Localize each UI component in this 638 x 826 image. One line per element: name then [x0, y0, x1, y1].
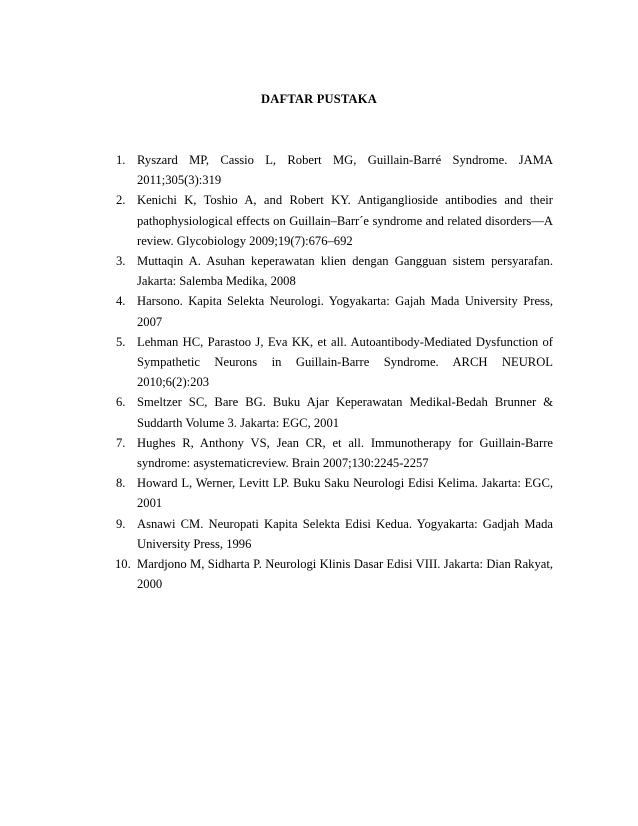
reference-item-4 — [116, 291, 553, 331]
reference-text: Smeltzer SC, Bare BG. Buku Ajar Keperawatan Medikal-Bedah Brunner & Suddarth Volume 3. Jakarta: EGC, 2001 — [137, 395, 553, 430]
reference-text: Asnawi CM. Neuropati Kapita Selekta Edisi Kedua. Yogyakarta: Gadjah Mada University Press, 1996 — [137, 516, 553, 551]
reference-list — [116, 150, 553, 594]
reference-number: 10. — [115, 557, 131, 572]
reference-item-5 — [116, 332, 553, 393]
reference-text: Howard L, Werner, Levitt LP. Buku Saku Neurologi Edisi Kelima. Jakarta: EGC, 2001 — [137, 476, 553, 511]
reference-item-6 — [116, 392, 553, 432]
reference-text: Lehman HC, Parastoo J, Eva KK, et all. Autoantibody-Mediated Dysfunction of Sympathetic Neurons in Guillain-Barre Syndrome. ARCH NEUROL 2010;6(2):203 — [137, 334, 553, 390]
reference-item-8 — [116, 473, 553, 513]
reference-number: 1. — [116, 153, 126, 167]
reference-text: Kenichi K, Toshio A, and Robert KY. Antiganglioside antibodies and their pathophysiological effects on Guillain–Barr´e syndrome and related disorders—A review. Glycobiology 2009;19(7):676–692 — [137, 193, 553, 248]
reference-number: 8. — [116, 476, 126, 491]
reference-number: 6. — [116, 395, 126, 410]
reference-number: 3. — [116, 254, 126, 269]
reference-text: Muttaqin A. Asuhan keperawatan klien dengan Gangguan sistem persyarafan. Jakarta: Salemba Medika, 2008 — [137, 254, 553, 289]
reference-item-9 — [116, 514, 553, 554]
reference-item-3 — [116, 251, 553, 291]
reference-text: Hughes R, Anthony VS, Jean CR, et all. Immunotherapy for Guillain-Barre syndrome: asystematicreview. Brain 2007;130:2245-2257 — [137, 435, 553, 471]
reference-item-10 — [116, 554, 553, 594]
reference-number: 9. — [116, 516, 126, 531]
reference-text: Mardjono M, Sidharta P. Neurologi Klinis Dasar Edisi VIII. Jakarta: Dian Rakyat, 2000 — [137, 557, 553, 592]
page-title: DAFTAR PUSTAKA — [261, 92, 377, 106]
reference-number: 2. — [116, 193, 126, 208]
reference-number: 5. — [116, 334, 126, 349]
reference-text: Harsono. Kapita Selekta Neurologi. Yogyakarta: Gajah Mada University Press, 2007 — [137, 294, 553, 329]
reference-item-2 — [116, 190, 553, 251]
reference-number: 4. — [116, 294, 126, 309]
reference-text: Ryszard MP, Cassio L, Robert MG, Guillain-Barré Syndrome. JAMA 2011;305(3):319 — [137, 153, 553, 188]
reference-number: 7. — [116, 435, 126, 450]
reference-item-7 — [116, 433, 553, 473]
reference-item-1 — [116, 150, 553, 190]
